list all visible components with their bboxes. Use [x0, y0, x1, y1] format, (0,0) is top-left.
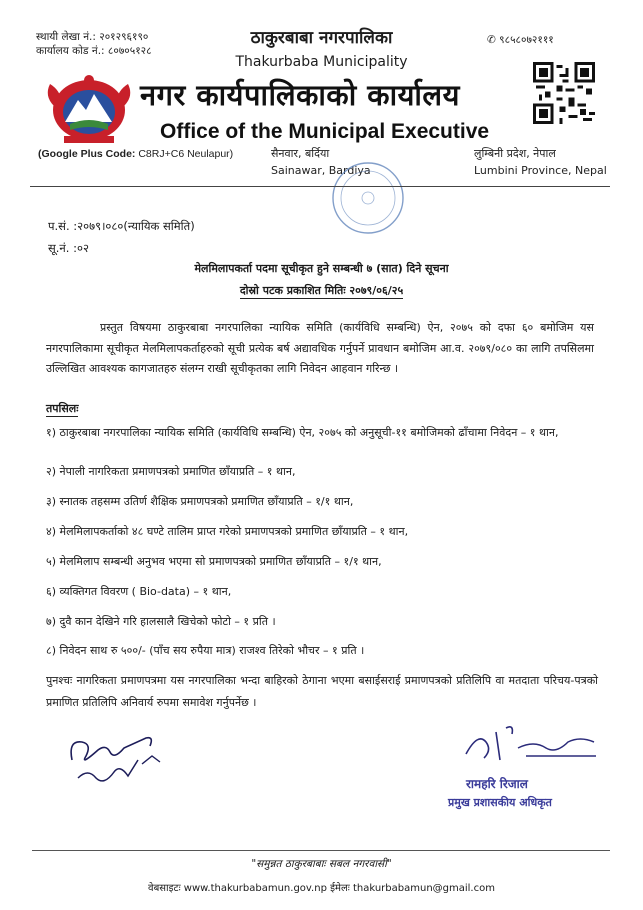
list-item: ८) निवेदन साथ रु ५००/- (पाँच सय रुपैया मात्र) राजश्व तिरेको भौचर – १ प्रति । — [46, 644, 365, 657]
province-np: लुम्बिनी प्रदेश, नेपाल — [474, 147, 556, 160]
office-stamp-icon — [330, 160, 406, 236]
notice-paragraph: प्रस्तुत विषयमा ठाकुरबाबा नगरपालिका न्यायिक समिति (कार्यविधि सम्बन्धि) ऐन, २०७५ को दफा ६० बमोजिम यस नगरपालिकामा सूचीकृत मेलमिलापकर्ताहरुको सूची प्रत्येक बर्ष अद्यावधिक गर्नुपर्ने प्रावधान बमोजिम आ.व. २०७९/०८० का लागि तपसिलमा उल्लिखित आवश्यक कागजातहरु संलग्न राखी सूचीकृतका लागि निवेदन आहवान गरिन्छ । — [46, 321, 594, 375]
office-name-np: नगर कार्यपालिकाको कार्यालय — [140, 78, 460, 112]
list-item: २) नेपाली नागरिकता प्रमाणपत्रको प्रमाणित छाँयाप्रति – १ थान, — [46, 465, 296, 478]
handwritten-signature-right — [456, 712, 606, 774]
officer-title: प्रमुख प्रशासकीय अधिकृत — [448, 796, 552, 809]
chalani-number: सू.नं. :०२ — [48, 241, 89, 255]
list-item: ३) स्नातक तहसम्म उतिर्ण शैक्षिक प्रमाणपत्रको प्रमाणित छाँयाप्रति – १/१ थान, — [46, 495, 354, 508]
postscript-note: पुनश्चः नागरिकता प्रमाणपत्रमा यस नगरपालिका भन्दा बाहिरको ठेगाना भएमा बसाईसराई प्रमाणपत्रको प्रतिलिपि वा मतदाता परिचय-पत्रको प्रमाणित प्रतिलिपि अनिवार्य रुपमा समावेश गर्नुपर्नेछ । — [46, 674, 598, 709]
contact-info: वेबसाइटः www.thakurbabamun.gov.np ईमेलः thakurbabamun@gmail.com — [148, 883, 495, 894]
gplus-value: C8RJ+C6 Neulapur) — [138, 148, 234, 160]
office-code: कार्यालय कोड नं.: ८०७०५१२८ — [36, 45, 152, 57]
phone-icon: ✆ — [487, 34, 496, 46]
address-np: सैनवार, बर्दिया — [271, 147, 330, 160]
municipality-name-en: Thakurbaba Municipality — [235, 54, 408, 70]
handwritten-signature-left — [58, 720, 178, 800]
nepal-emblem-icon — [40, 66, 138, 148]
patra-sankhya: प.सं. :२०७९।०८०(न्यायिक समिति) — [48, 219, 195, 233]
qr-code-icon — [533, 62, 595, 124]
office-name-en: Office of the Municipal Executive — [160, 120, 490, 143]
phone-number: ९८५८०७२१११ — [499, 34, 554, 46]
list-item: ७) दुवै कान देखिने गरि हालसालै खिचेको फोटो – १ प्रति । — [46, 615, 276, 628]
list-item: ६) व्यक्तिगत विवरण ( Bio-data) – १ थान, — [46, 585, 232, 598]
footer-divider — [32, 850, 610, 851]
tapasil-heading: तपसिलः — [46, 402, 79, 415]
province-en: Lumbini Province, Nepal — [474, 164, 607, 177]
notice-subtitle — [0, 283, 643, 298]
notice-title: मेलमिलापकर्ता पदमा सूचीकृत हुने सम्बन्धी ७ (सात) दिने सूचना — [194, 262, 449, 275]
list-item: १) ठाकुरबाबा नगरपालिका न्यायिक समिति (कार्यविधि सम्बन्धि) ऐन, २०७५ को अनुसूची-११ बमोजिमको ढाँचामा निवेदन – १ थान, — [46, 426, 559, 439]
officer-name: रामहरि रिजाल — [466, 777, 528, 791]
header-divider — [30, 186, 610, 187]
list-item: ४) मेलमिलापकर्ताको ४८ घण्टे तालिम प्राप्त गरेको प्रमाणपत्रको प्रमाणित छाँयाप्रति – १ थान, — [46, 525, 409, 538]
province-block — [474, 145, 607, 179]
gplus-label: (Google Plus Code: — [38, 148, 136, 160]
list-item: ५) मेलमिलाप सम्बन्धी अनुभव भएमा सो प्रमाणपत्रको प्रमाणित छाँयाप्रति – १/१ थान, — [46, 555, 382, 568]
publish-date: दोस्रो पटक प्रकाशित मितिः २०७९/०६/२५ — [239, 284, 404, 297]
google-plus-code — [38, 148, 233, 160]
reference-block — [48, 215, 195, 259]
motto: "समुन्नत ठाकुरबाबाः सबल नगरवासी" — [251, 858, 392, 870]
reg-no: स्थायी लेखा नं.: २०१२९६१९० — [36, 31, 149, 43]
municipality-name-np: ठाकुरबाबा नगरपालिका — [250, 28, 393, 48]
address-en: Sainawar, Bardiya — [271, 164, 371, 177]
